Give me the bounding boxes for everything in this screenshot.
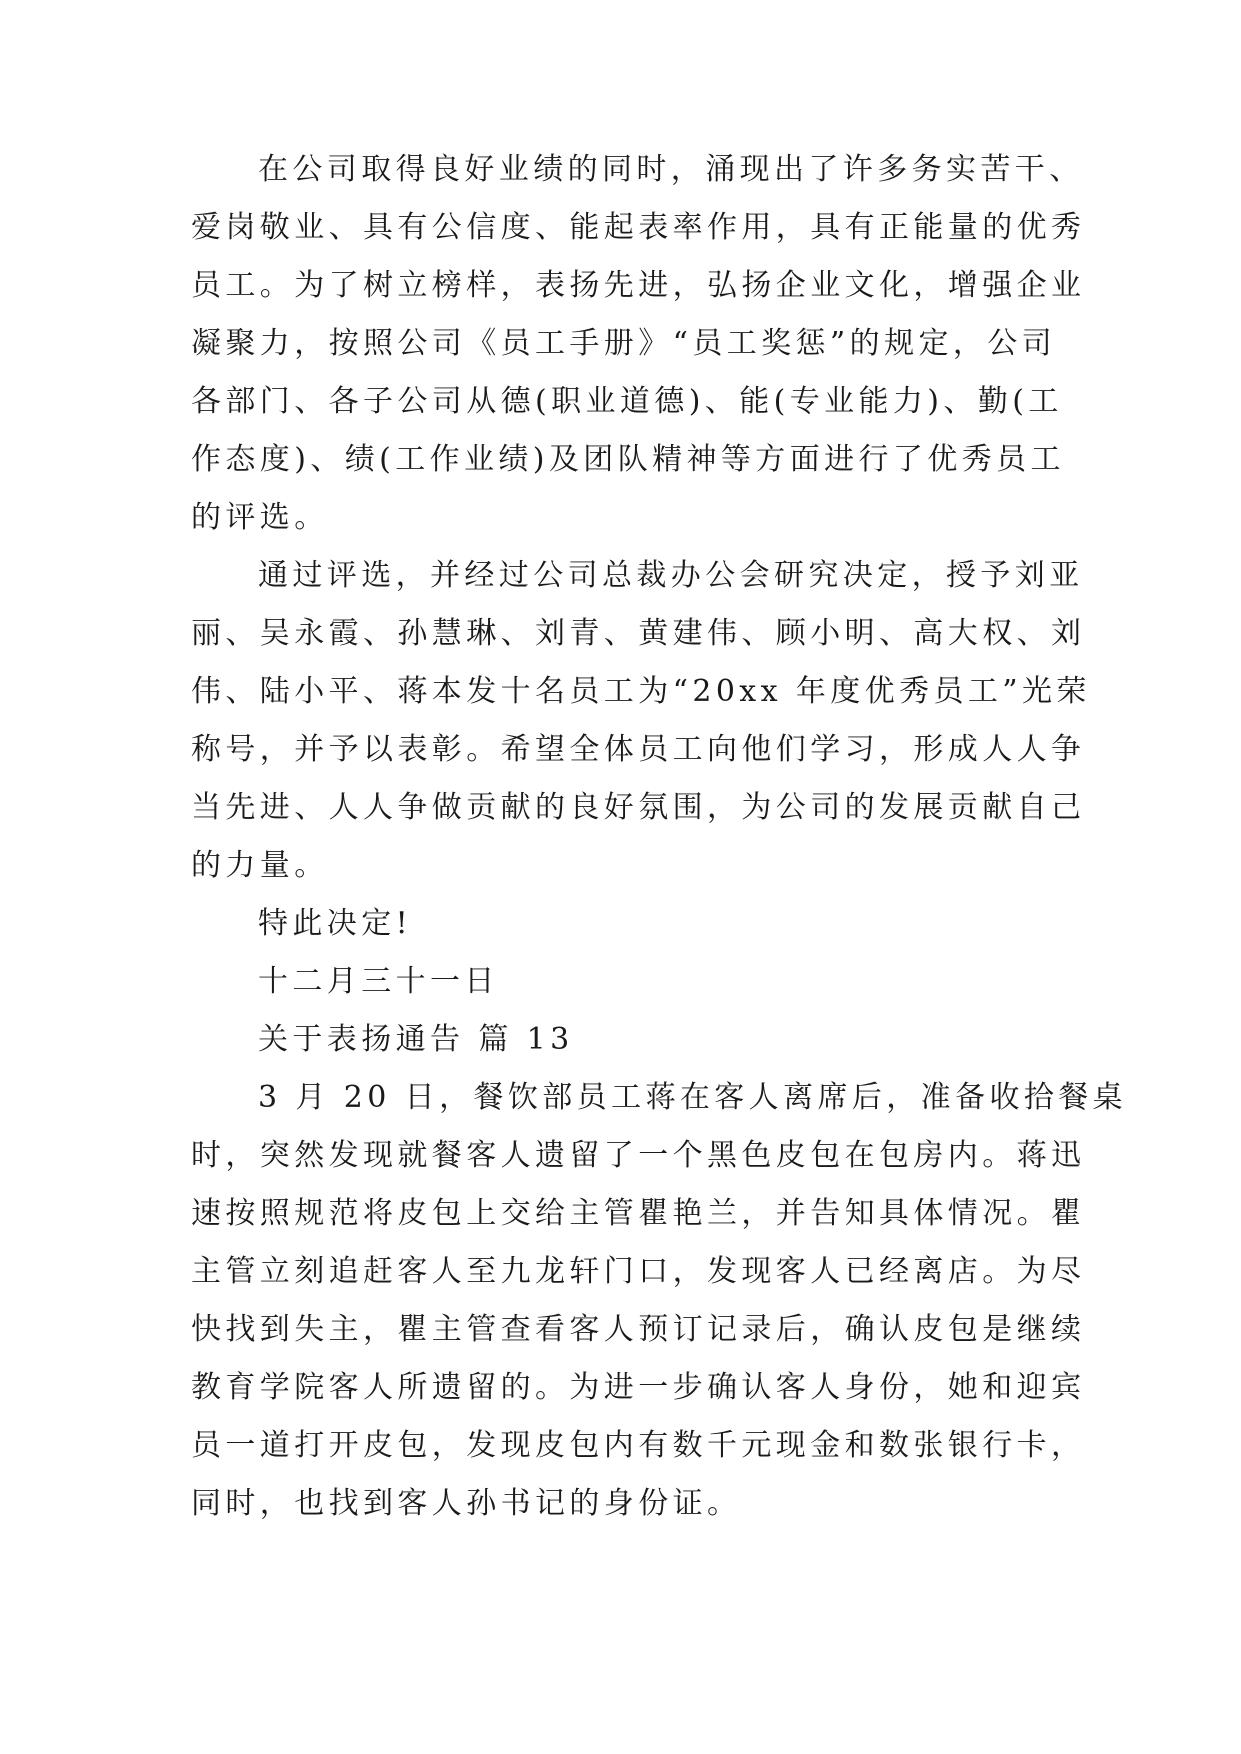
text-line-5: 各部门、各子公司从德(职业道德)、能(专业能力)、勤(工 <box>191 384 1063 419</box>
text-line-6: 作态度)、绩(工作业绩)及团队精神等方面进行了优秀员工 <box>191 442 1065 477</box>
text-line-7: 的评选。 <box>191 500 329 535</box>
text-line-22: 教育学院客人所遗留的。为进一步确认客人身份，她和迎宾 <box>191 1370 1086 1405</box>
text-line-17: 3 月 20 日，餐饮部员工蒋在客人离席后，准备收拾餐桌 <box>258 1080 1128 1115</box>
text-line-2: 爱岗敬业、具有公信度、能起表率作用，具有正能量的优秀 <box>191 210 1086 245</box>
date-line: 十二月三十一日 <box>258 964 499 999</box>
text-line-8: 通过评选，并经过公司总裁办公会研究决定，授予刘亚 <box>258 558 1084 593</box>
text-line-20: 主管立刻追赶客人至九龙轩门口，发现客人已经离店。为尽 <box>191 1254 1086 1289</box>
text-line-12: 当先进、人人争做贡献的良好氛围，为公司的发展贡献自己 <box>191 790 1086 825</box>
text-line-11: 称号，并予以表彰。希望全体员工向他们学习，形成人人争 <box>191 732 1086 767</box>
text-line-24: 同时，也找到客人孙书记的身份证。 <box>191 1486 742 1521</box>
section-heading: 关于表扬通告 篇 13 <box>258 1022 574 1057</box>
text-line-3: 员工。为了树立榜样，表扬先进，弘扬企业文化，增强企业 <box>191 268 1086 303</box>
text-line-21: 快找到失主，瞿主管查看客人预订记录后，确认皮包是继续 <box>191 1312 1086 1347</box>
text-line-23: 员一道打开皮包，发现皮包内有数千元现金和数张银行卡， <box>191 1428 1086 1463</box>
text-line-4: 凝聚力，按照公司《员工手册》“员工奖惩”的规定，公司 <box>191 326 1057 361</box>
closing-line: 特此决定! <box>258 906 413 941</box>
text-line-1: 在公司取得良好业绩的同时，涌现出了许多务实苦干、 <box>258 152 1084 187</box>
text-line-9: 丽、吴永霞、孙慧琳、刘青、黄建伟、顾小明、高大权、刘 <box>191 616 1086 651</box>
text-line-13: 的力量。 <box>191 848 329 883</box>
text-line-10: 伟、陆小平、蒋本发十名员工为“20xx 年度优秀员工”光荣 <box>191 674 1091 709</box>
text-line-19: 速按照规范将皮包上交给主管瞿艳兰，并告知具体情况。瞿 <box>191 1196 1086 1231</box>
text-line-18: 时，突然发现就餐客人遗留了一个黑色皮包在包房内。蒋迅 <box>191 1138 1086 1173</box>
